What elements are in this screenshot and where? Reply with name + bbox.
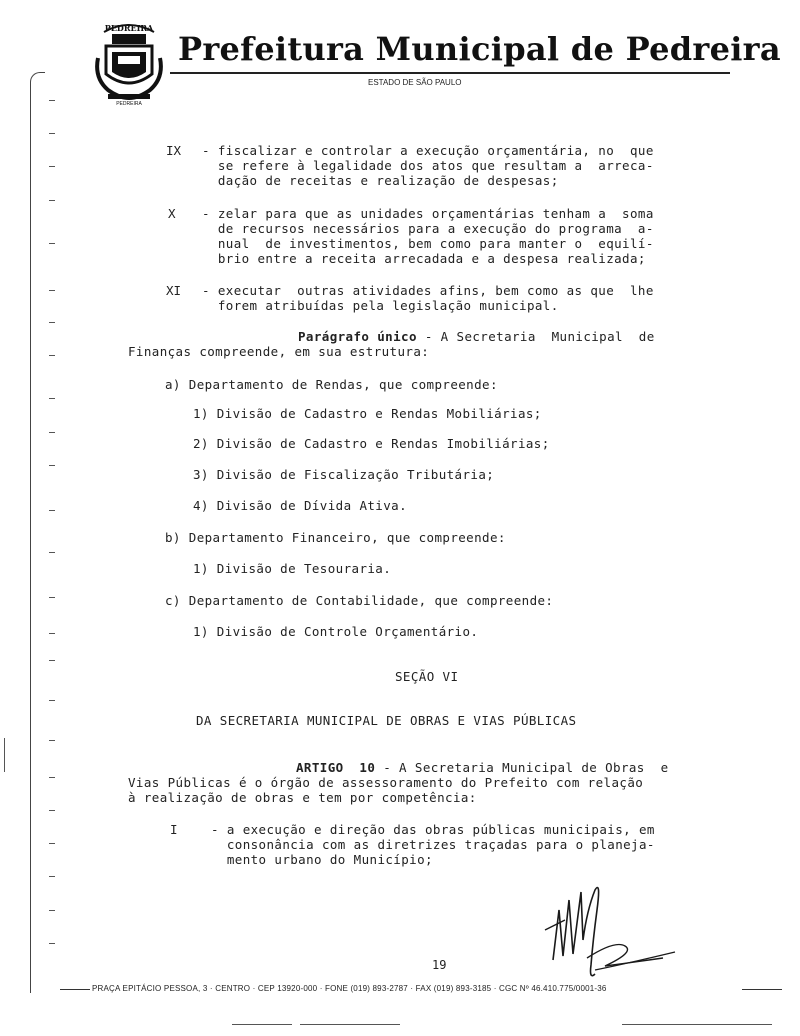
item-ix-line: dação de receitas e realização de despesas;	[202, 173, 559, 188]
margin-tick	[49, 133, 55, 134]
margin-tick	[49, 943, 55, 944]
item-numeral: XI	[166, 283, 182, 298]
artigo-text: - A Secretaria Municipal de Obras e	[375, 760, 669, 775]
margin-tick	[49, 552, 55, 553]
item-i-line: mento urbano do Município;	[211, 852, 433, 867]
footer-rule-right	[742, 989, 782, 990]
paragrafo-line	[298, 329, 655, 344]
margin-tick	[49, 740, 55, 741]
dept-rendas-division: 3) Divisão de Fiscalização Tributária;	[193, 467, 495, 482]
margin-tick	[49, 597, 55, 598]
margin-tick	[49, 322, 55, 323]
paragrafo-text: - A Secretaria Municipal de	[416, 329, 655, 344]
section-title: SEÇÃO VI	[395, 669, 459, 684]
left-frame	[30, 72, 45, 993]
margin-tick	[49, 660, 55, 661]
item-x-line: nual de investimentos, bem como para manter o equilí-	[202, 236, 654, 251]
scan-artifact	[232, 1024, 292, 1025]
item-i-line: consonância com as diretrizes traçadas para o planeja-	[211, 837, 655, 852]
seal-text: PEDREIRA	[104, 23, 154, 33]
margin-tick	[49, 777, 55, 778]
item-x-line: de recursos necessários para a execução do programa a-	[202, 221, 654, 236]
paragrafo-line2: Finanças compreende, em sua estrutura:	[128, 344, 430, 359]
dept-rendas-division: 1) Divisão de Cadastro e Rendas Mobiliárias;	[193, 406, 542, 421]
item-i-line: - a execução e direção das obras públicas municipais, em	[211, 822, 655, 837]
artigo-line2: Vias Públicas é o órgão de assessoramento do Prefeito com relação	[128, 775, 644, 790]
dept-financeiro: b) Departamento Financeiro, que compreende:	[165, 530, 506, 545]
margin-tick	[49, 700, 55, 701]
scan-edge-mark	[4, 738, 5, 772]
item-xi-line: - executar outras atividades afins, bem como as que lhe	[202, 283, 654, 298]
dept-contabilidade: c) Departamento de Contabilidade, que compreende:	[165, 593, 554, 608]
margin-tick	[49, 290, 55, 291]
margin-tick	[49, 843, 55, 844]
scan-artifact	[622, 1024, 772, 1025]
svg-text:PEDREIRA: PEDREIRA	[116, 101, 142, 106]
item-x-line: brio entre a receita arrecadada e a despesa realizada;	[202, 251, 646, 266]
item-x-line: - zelar para que as unidades orçamentárias tenham a soma	[202, 206, 654, 221]
margin-tick	[49, 432, 55, 433]
margin-tick	[49, 166, 55, 167]
scan-artifact	[300, 1024, 400, 1025]
dept-rendas-division: 4) Divisão de Dívida Ativa.	[193, 498, 407, 513]
item-xi-line: forem atribuídas pela legislação municipal.	[202, 298, 559, 313]
dept-rendas: a) Departamento de Rendas, que compreende:	[165, 377, 498, 392]
item-ix-line: - fiscalizar e controlar a execução orçamentária, no que	[202, 143, 654, 158]
paragrafo-label: Parágrafo único	[298, 329, 417, 344]
margin-tick	[49, 633, 55, 634]
section-subtitle: DA SECRETARIA MUNICIPAL DE OBRAS E VIAS PÚBLICAS	[196, 713, 577, 728]
dept-financeiro-division: 1) Divisão de Tesouraria.	[193, 561, 392, 576]
margin-tick	[49, 876, 55, 877]
margin-tick	[49, 465, 55, 466]
artigo-label: ARTIGO 10	[296, 760, 376, 775]
margin-tick	[49, 100, 55, 101]
margin-tick	[49, 810, 55, 811]
item-numeral: IX	[166, 143, 182, 158]
item-ix-line: se refere à legalidade dos atos que resultam a arreca-	[202, 158, 654, 173]
item-numeral: I	[170, 822, 178, 837]
footer-address: PRAÇA EPITÁCIO PESSOA, 3 · CENTRO · CEP 13920-000 · FONE (019) 893-2787 · FAX (019) 893-3185 · CGC Nº 46.410.775/0001-36	[92, 984, 607, 993]
item-numeral: X	[168, 206, 176, 221]
dept-contabilidade-division: 1) Divisão de Controle Orçamentário.	[193, 624, 479, 639]
artigo-line	[296, 760, 669, 775]
artigo-line3: à realização de obras e tem por competência:	[128, 790, 477, 805]
signature-icon	[535, 870, 685, 990]
page-title: Prefeitura Municipal de Pedreira	[178, 30, 781, 68]
margin-tick	[49, 355, 55, 356]
header-rule	[170, 72, 730, 74]
municipal-seal-icon	[94, 18, 164, 106]
margin-tick	[49, 910, 55, 911]
dept-rendas-division: 2) Divisão de Cadastro e Rendas Imobiliárias;	[193, 436, 550, 451]
margin-tick	[49, 510, 55, 511]
page-number: 19	[432, 958, 447, 972]
margin-tick	[49, 200, 55, 201]
footer-rule-left	[60, 989, 90, 990]
margin-tick	[49, 398, 55, 399]
margin-tick	[49, 243, 55, 244]
page-subtitle: ESTADO DE SÃO PAULO	[368, 78, 462, 87]
